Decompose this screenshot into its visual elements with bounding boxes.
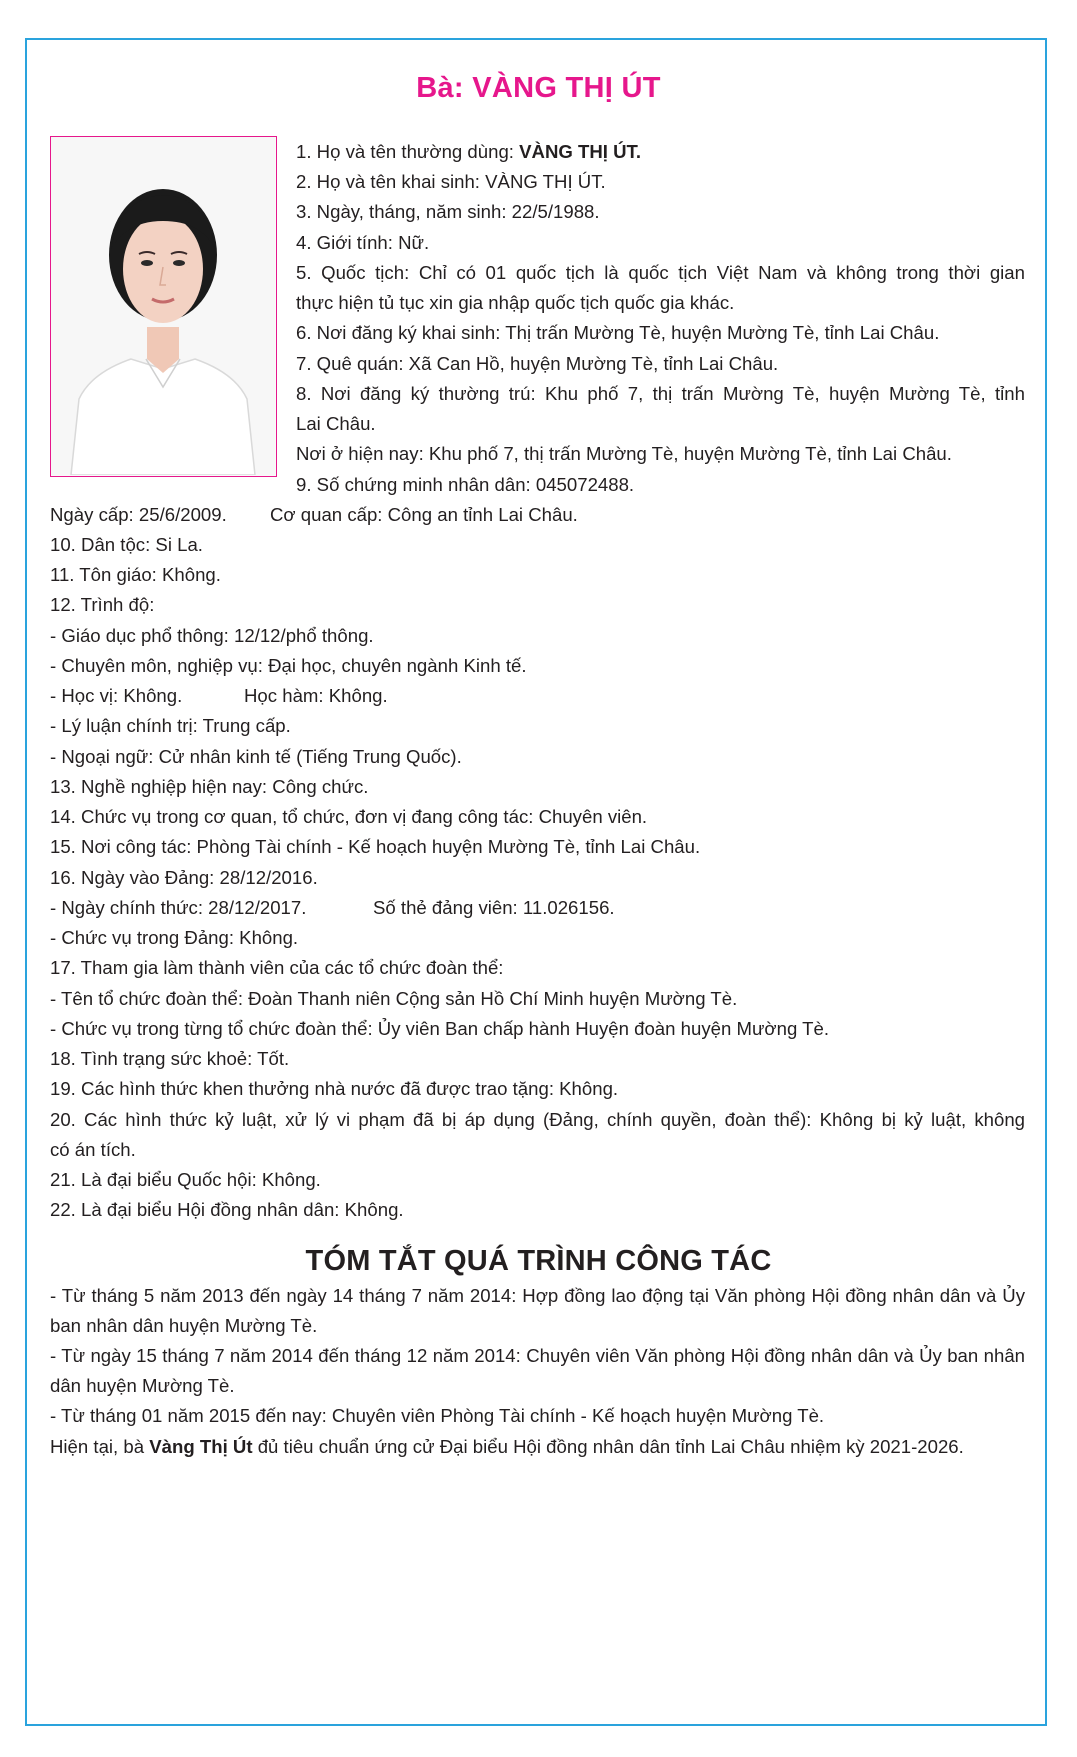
history-entry-3: - Từ tháng 01 năm 2015 đến nay: Chuyên viên Phòng Tài chính - Kế hoạch huyện Mường Tè. xyxy=(50,1405,825,1426)
item-1-label: 1. Họ và tên thường dùng: xyxy=(296,141,520,162)
history-entry-1-line-1: - Từ tháng 5 năm 2013 đến ngày 14 tháng 7 năm 2014: Hợp đồng lao động tại Văn phòng Hội đồng nhân dân và Ủy xyxy=(50,1285,1025,1306)
eligibility-name: Vàng Thị Út xyxy=(149,1436,253,1457)
item-9-issuing-agency: Cơ quan cấp: Công an tỉnh Lai Châu. xyxy=(270,504,578,525)
item-16-party-card: Số thẻ đảng viên: 11.026156. xyxy=(373,897,615,918)
history-entry-2-line-1: - Từ ngày 15 tháng 7 năm 2014 đến tháng 12 năm 2014: Chuyên viên Văn phòng Hội đồng nhân dân và Ủy ban nhân xyxy=(50,1345,1025,1366)
item-21: 21. Là đại biểu Quốc hội: Không. xyxy=(50,1169,321,1190)
item-3: 3. Ngày, tháng, năm sinh: 22/5/1988. xyxy=(296,201,600,222)
item-4: 4. Giới tính: Nữ. xyxy=(296,232,430,253)
item-12: 12. Trình độ: xyxy=(50,594,155,615)
item-18: 18. Tình trạng sức khoẻ: Tốt. xyxy=(50,1048,290,1069)
item-1-value: VÀNG THỊ ÚT. xyxy=(519,141,642,162)
item-13: 13. Nghề nghiệp hiện nay: Công chức. xyxy=(50,776,369,797)
candidate-title: Bà: VÀNG THỊ ÚT xyxy=(416,72,661,104)
item-8-line-2: Lai Châu. xyxy=(296,413,376,434)
eligibility-prefix: Hiện tại, bà xyxy=(50,1436,150,1457)
item-6: 6. Nơi đăng ký khai sinh: Thị trấn Mường Tè, huyện Mường Tè, tỉnh Lai Châu. xyxy=(296,322,940,343)
item-12-degree: - Học vị: Không. xyxy=(50,685,183,706)
item-12-general-education: - Giáo dục phổ thông: 12/12/phổ thông. xyxy=(50,625,374,646)
item-5-line-1: 5. Quốc tịch: Chỉ có 01 quốc tịch là quốc tịch Việt Nam và không trong thời gian xyxy=(296,262,1025,283)
work-history-title: TÓM TẮT QUÁ TRÌNH CÔNG TÁC xyxy=(305,1245,772,1277)
item-17: 17. Tham gia làm thành viên của các tổ chức đoàn thể: xyxy=(50,957,504,978)
item-20-line-1: 20. Các hình thức kỷ luật, xử lý vi phạm đã bị áp dụng (Đảng, chính quyền, đoàn thể): Không bị kỷ luật, không xyxy=(50,1109,1025,1130)
item-12-political-theory: - Lý luận chính trị: Trung cấp. xyxy=(50,715,291,736)
history-entry-1-line-2: ban nhân dân huyện Mường Tè. xyxy=(50,1315,318,1336)
item-12-specialty: - Chuyên môn, nghiệp vụ: Đại học, chuyên ngành Kinh tế. xyxy=(50,655,527,676)
item-17-organization: - Tên tổ chức đoàn thể: Đoàn Thanh niên Cộng sản Hồ Chí Minh huyện Mường Tè. xyxy=(50,988,738,1009)
item-12-foreign-language: - Ngoại ngữ: Cử nhân kinh tế (Tiếng Trung Quốc). xyxy=(50,746,462,767)
item-14: 14. Chức vụ trong cơ quan, tổ chức, đơn vị đang công tác: Chuyên viên. xyxy=(50,806,648,827)
item-16-official-date: - Ngày chính thức: 28/12/2017. xyxy=(50,897,307,918)
item-8-line-1: 8. Nơi đăng ký thường trú: Khu phố 7, thị trấn Mường Tè, huyện Mường Tè, tỉnh xyxy=(296,383,1025,404)
item-9: 9. Số chứng minh nhân dân: 045072488. xyxy=(296,474,635,495)
item-5-line-2: thực hiện tủ tục xin gia nhập quốc tịch quốc gia khác. xyxy=(296,292,735,313)
item-15: 15. Nơi công tác: Phòng Tài chính - Kế hoạch huyện Mường Tè, tỉnh Lai Châu. xyxy=(50,836,701,857)
history-entry-2-line-2: dân huyện Mường Tè. xyxy=(50,1375,235,1396)
item-19: 19. Các hình thức khen thưởng nhà nước đã được trao tặng: Không. xyxy=(50,1078,619,1099)
item-20-line-2: có án tích. xyxy=(50,1139,136,1160)
portrait-icon xyxy=(51,137,275,475)
item-9-issue-date: Ngày cấp: 25/6/2009. xyxy=(50,504,227,525)
item-12-academic-title: Học hàm: Không. xyxy=(244,685,388,706)
item-11: 11. Tôn giáo: Không. xyxy=(50,564,221,585)
eligibility-suffix: đủ tiêu chuẩn ứng cử Đại biểu Hội đồng nhân dân tỉnh Lai Châu nhiệm kỳ 2021-2026. xyxy=(252,1436,964,1457)
item-17-position: - Chức vụ trong từng tổ chức đoàn thể: Ủy viên Ban chấp hành Huyện đoàn huyện Mường Tè. xyxy=(50,1018,829,1039)
item-16: 16. Ngày vào Đảng: 28/12/2016. xyxy=(50,867,318,888)
item-10: 10. Dân tộc: Si La. xyxy=(50,534,203,555)
item-22: 22. Là đại biểu Hội đồng nhân dân: Không. xyxy=(50,1199,404,1220)
item-8-current-address: Nơi ở hiện nay: Khu phố 7, thị trấn Mường Tè, huyện Mường Tè, tỉnh Lai Châu. xyxy=(296,443,952,464)
item-2: 2. Họ và tên khai sinh: VÀNG THỊ ÚT. xyxy=(296,171,606,192)
item-1 xyxy=(296,141,641,163)
item-7: 7. Quê quán: Xã Can Hồ, huyện Mường Tè, tỉnh Lai Châu. xyxy=(296,353,779,374)
item-16-party-position: - Chức vụ trong Đảng: Không. xyxy=(50,927,299,948)
eligibility-statement xyxy=(50,1436,964,1458)
portrait-photo xyxy=(50,136,277,477)
